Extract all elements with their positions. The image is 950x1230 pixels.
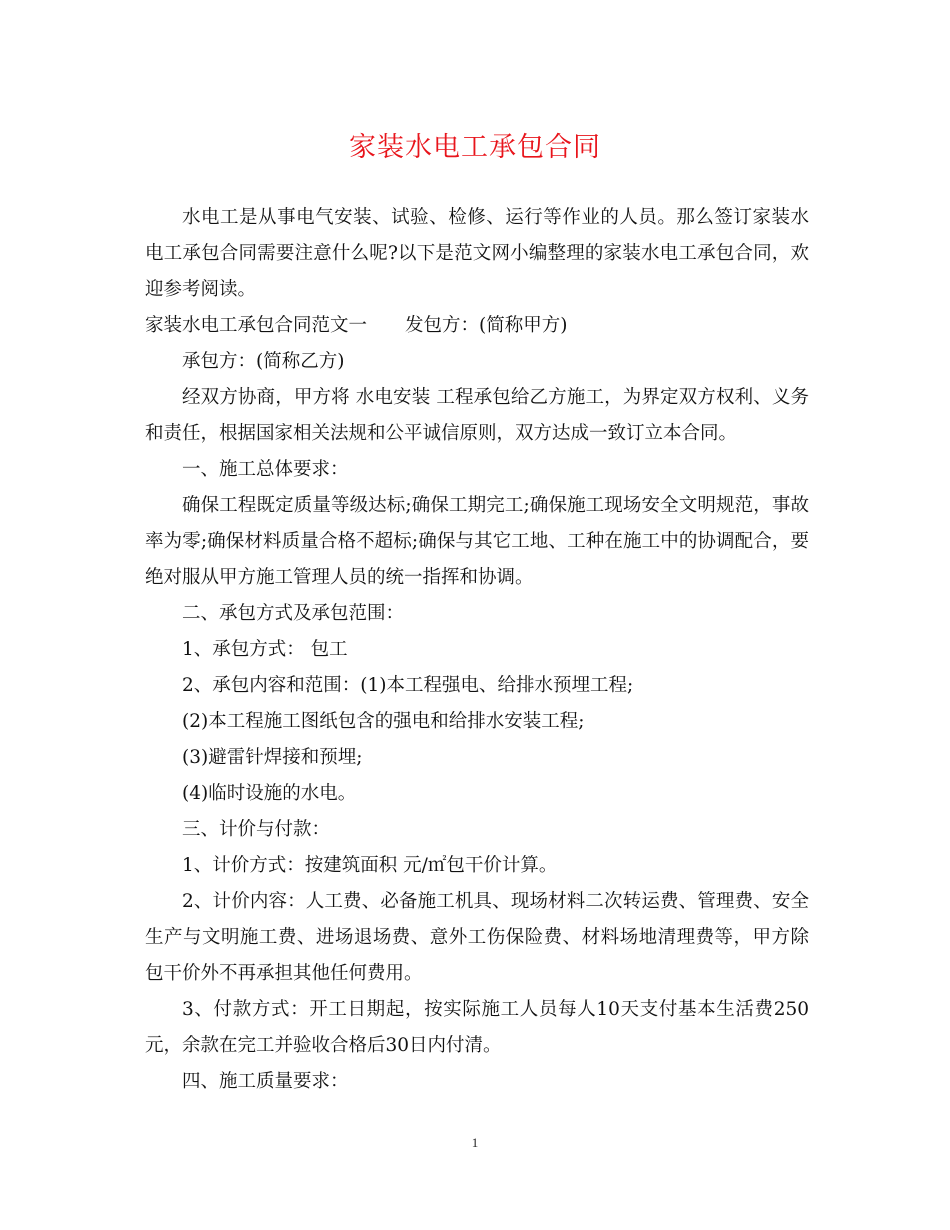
- contract-method: 1、承包方式： 包工: [182, 639, 348, 660]
- pricing-method: 1、计价方式：按建筑面积 元/㎡包干价计算。: [182, 855, 558, 876]
- document-title: 家装水电工承包合同: [349, 132, 601, 163]
- pricing-content: 2、计价内容：人工费、必备施工机具、现场材料二次转运费、管理费、安全生产与文明施工费、进场退场费、意外工伤保险费、材料场地清理费等，甲方除包干价外不再承担其他任何费用。: [145, 891, 809, 984]
- contract-scope-item-1: 2、承包内容和范围：(1)本工程强电、给排水预埋工程;: [182, 675, 634, 696]
- section-two-heading: 二、承包方式及承包范围：: [182, 603, 405, 624]
- section-three-heading: 三、计价与付款：: [182, 819, 331, 840]
- section-one-content: 确保工程既定质量等级达标;确保工期完工;确保施工现场安全文明规范，事故率为零;确保材料质量合格不超标;确保与其它工地、工种在施工中的协调配合，要绝对服从甲方施工管理人员的统一指挥和协调。: [145, 495, 809, 588]
- payment-method: 3、付款方式：开工日期起，按实际施工人员每人10天支付基本生活费250元，余款在完工并验收合格后30日内付清。: [145, 999, 809, 1056]
- contract-scope-item-2: (2)本工程施工图纸包含的强电和给排水安装工程;: [182, 711, 585, 732]
- intro-paragraph: 水电工是从事电气安装、试验、检修、运行等作业的人员。那么签订家装水电工承包合同需要注意什么呢?以下是范文网小编整理的家装水电工承包合同，欢迎参考阅读。: [145, 207, 809, 300]
- document-body: [145, 200, 809, 1100]
- section-four-heading: 四、施工质量要求：: [182, 1071, 349, 1092]
- page-number: 1: [471, 1135, 479, 1150]
- contract-heading-line: [145, 308, 809, 344]
- contract-scope-item-4: (4)临时设施的水电。: [182, 783, 357, 804]
- contractor-line: 承包方：(简称乙方): [182, 351, 345, 372]
- agreement-paragraph: 经双方协商，甲方将 水电安装 工程承包给乙方施工，为界定双方权利、义务和责任，根据国家相关法规和公平诚信原则，双方达成一致订立本合同。: [145, 387, 809, 444]
- contract-sample-title: 家装水电工承包合同范文一: [145, 315, 368, 336]
- employer-line: 发包方：(简称甲方): [405, 315, 568, 336]
- section-one-heading: 一、施工总体要求：: [182, 459, 349, 480]
- contract-scope-item-3: (3)避雷针焊接和预埋;: [182, 747, 363, 768]
